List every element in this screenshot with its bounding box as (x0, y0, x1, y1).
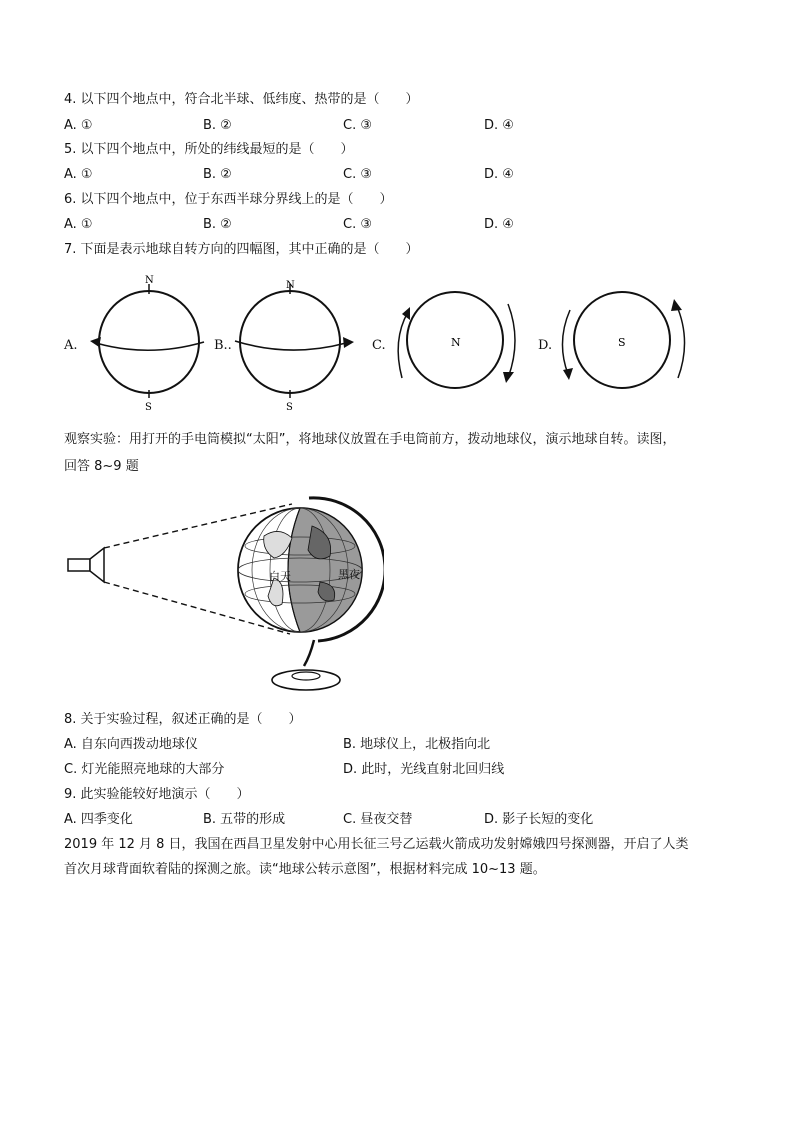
q5-option-d[interactable]: D. ④ (484, 167, 514, 182)
flashlight-globe-figure (64, 486, 384, 696)
question-8-stem: 8. 关于实验过程，叙述正确的是（ ） (64, 712, 302, 727)
q5-option-c[interactable]: C. ③ (343, 167, 372, 182)
q9-option-c[interactable]: C. 昼夜交替 (343, 812, 413, 827)
experiment-intro-line-2: 回答 8~9 题 (64, 459, 139, 474)
q7c-pole-label: N (451, 336, 461, 349)
q7-figure-label-a[interactable]: A. (64, 338, 78, 353)
q7-figure-label-c[interactable]: C. (372, 338, 386, 353)
q4-option-d[interactable]: D. ④ (484, 118, 514, 133)
q5-option-a[interactable]: A. ① (64, 167, 93, 182)
q7-figure-d (556, 290, 690, 390)
q7-figure-a (84, 270, 214, 415)
q7-figure-b (226, 270, 360, 415)
q6-option-d[interactable]: D. ④ (484, 217, 514, 232)
q7a-south-label: S (145, 402, 152, 413)
q8-option-d[interactable]: D. 此时，光线直射北回归线 (343, 762, 505, 777)
q7-figure-label-d[interactable]: D. (538, 338, 553, 353)
question-5-stem: 5. 以下四个地点中，所处的纬线最短的是（ ） (64, 142, 354, 157)
flashlight-icon (68, 548, 104, 582)
q8-option-c[interactable]: C. 灯光能照亮地球的大部分 (64, 762, 225, 777)
passage-line-1: 2019 年 12 月 8 日，我国在西昌卫星发射中心用长征三号乙运载火箭成功发射嫦娥四号探测器，开启了人类 (64, 837, 689, 852)
q4-option-c[interactable]: C. ③ (343, 118, 372, 133)
q7-figure-c (390, 290, 520, 390)
q9-option-a[interactable]: A. 四季变化 (64, 812, 133, 827)
q7b-south-label: S (286, 402, 293, 413)
q4-option-a[interactable]: A. ① (64, 118, 93, 133)
q7b-north-label: N (286, 280, 295, 291)
question-6-stem: 6. 以下四个地点中，位于东西半球分界线上的是（ ） (64, 192, 393, 207)
q7a-north-label: N (145, 275, 154, 286)
q7b-arrowhead (343, 337, 354, 348)
question-7-stem: 7. 下面是表示地球自转方向的四幅图，其中正确的是（ ） (64, 242, 419, 257)
q8-option-b[interactable]: B. 地球仪上，北极指向北 (343, 737, 491, 752)
q9-option-d[interactable]: D. 影子长短的变化 (484, 812, 594, 827)
q8-option-a[interactable]: A. 自东向西拨动地球仪 (64, 737, 198, 752)
q6-option-b[interactable]: B. ② (203, 217, 232, 232)
globe-icon (238, 508, 362, 632)
globe-day-label: 白天 (269, 570, 291, 583)
q9-option-b[interactable]: B. 五带的形成 (203, 812, 286, 827)
question-9-stem: 9. 此实验能较好地演示（ ） (64, 787, 250, 802)
q6-option-a[interactable]: A. ① (64, 217, 93, 232)
q4-option-b[interactable]: B. ② (203, 118, 232, 133)
passage-line-2: 首次月球背面软着陆的探测之旅。读“地球公转示意图”，根据材料完成 10~13 题。 (64, 862, 546, 877)
globe-night-label: 黑夜 (338, 568, 360, 581)
question-4-stem: 4. 以下四个地点中，符合北半球、低纬度、热带的是（ ） (64, 92, 419, 107)
experiment-intro-line-1: 观察实验：用打开的手电筒模拟“太阳”，将地球仪放置在手电筒前方，拨动地球仪，演示地球自转。读图， (64, 432, 676, 447)
q7d-pole-label: S (618, 336, 626, 349)
q5-option-b[interactable]: B. ② (203, 167, 232, 182)
q6-option-c[interactable]: C. ③ (343, 217, 372, 232)
q7-figure-label-b[interactable]: B.. (214, 338, 232, 353)
